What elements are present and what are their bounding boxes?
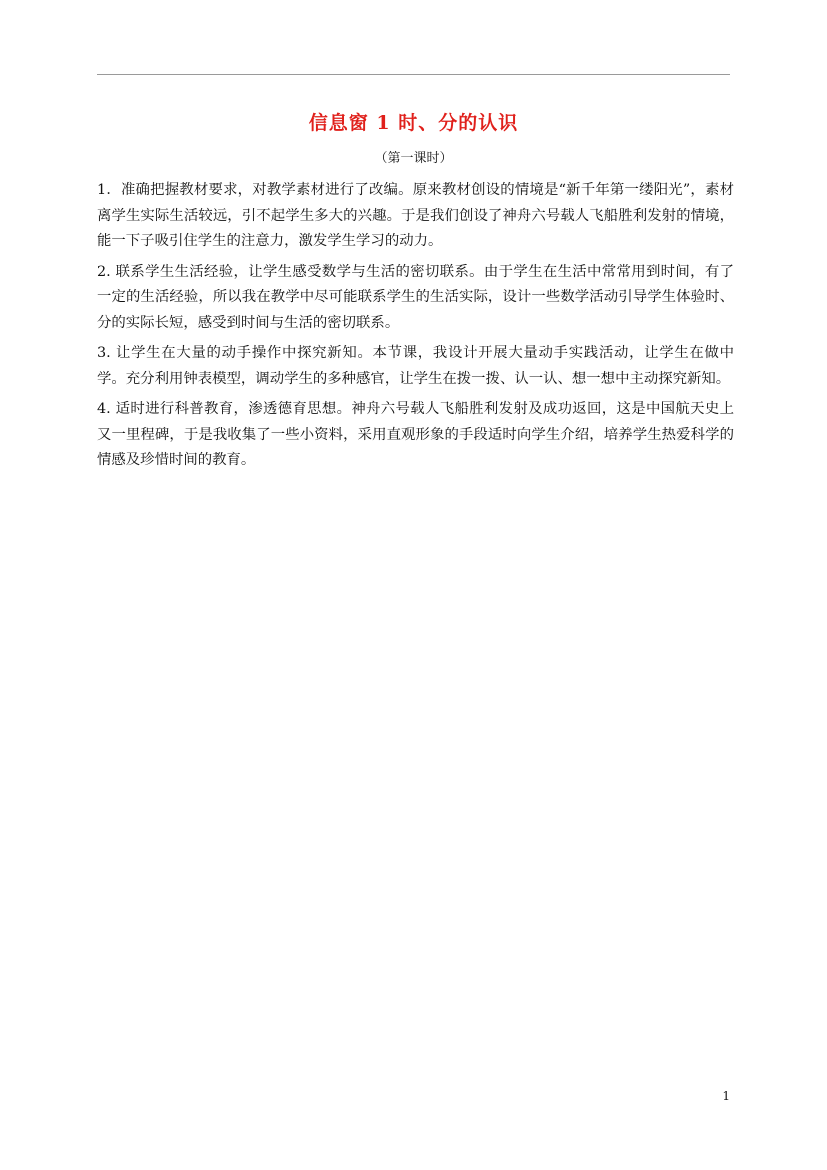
paragraph-4: 4. 适时进行科普教育，渗透德育思想。神舟六号载人飞船胜利发射及成功返回，这是中国航天史上又一里程碑，于是我收集了一些小资料，采用直观形象的手段适时向学生介绍，培养学生热爱科学的情感及珍惜时间的教育。 <box>97 401 734 468</box>
paragraph-1: 1．准确把握教材要求，对教学素材进行了改编。原来教材创设的情境是“新千年第一缕阳光”，素材离学生实际生活较远，引不起学生多大的兴趣。于是我们创设了神舟六号载人飞船胜利发射的情境，能一下子吸引住学生的注意力，激发学生学习的动力。 <box>97 182 734 249</box>
page-title: 信息窗 1 时、分的认识 <box>308 112 519 134</box>
lesson-subtitle: （第一课时） <box>374 151 453 166</box>
paragraph-2: 2. 联系学生生活经验，让学生感受数学与生活的密切联系。由于学生在生活中常常用到时间，有了一定的生活经验，所以我在教学中尽可能联系学生的生活实际，设计一些数学活动引导学生体验时、分的实际长短，感受到时间与生活的密切联系。 <box>97 263 734 331</box>
header-rule <box>97 74 730 75</box>
paragraph-3: 3. 让学生在大量的动手操作中探究新知。本节课，我设计开展大量动手实践活动，让学生在做中学。充分利用钟表模型，调动学生的多种感官，让学生在拨一拨、认一认、想一想中主动探究新知。 <box>97 345 734 387</box>
body-text <box>97 178 734 479</box>
page-number: 1 <box>722 1089 730 1103</box>
